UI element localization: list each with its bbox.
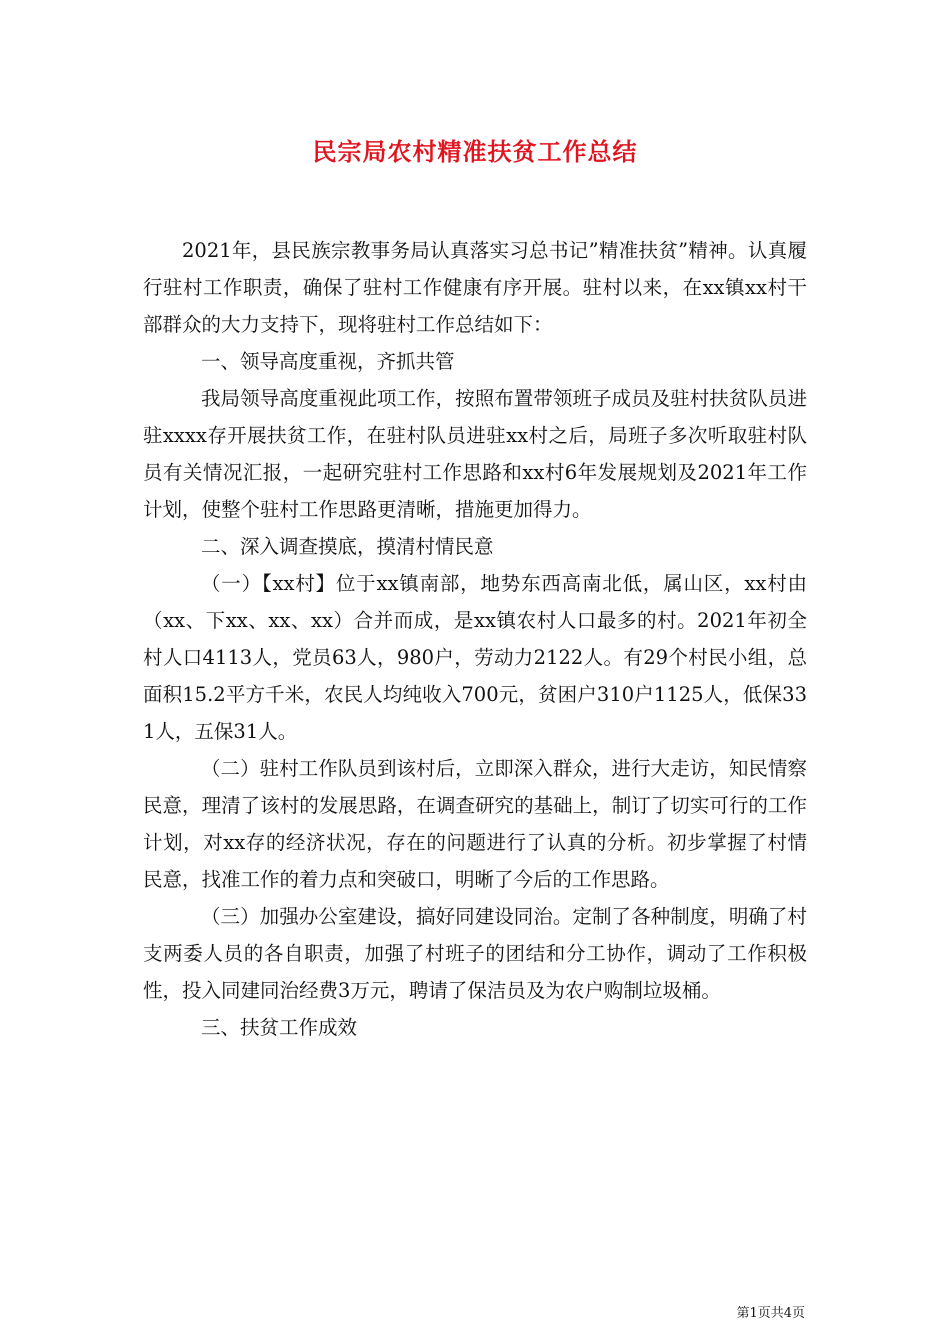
section-2-item-3: （三）加强办公室建设，搞好同建设同治。定制了各种制度，明确了村支两委人员的各自职责，加强了村班子的团结和分工协作，调动了工作积极性，投入同建同治经费3万元，聘请了保洁员及为农户购制垃圾桶。 xyxy=(143,905,807,1002)
intro-paragraph: 2021年，县民族宗教事务局认真落实习总书记”精准扶贫”精神。认真履行驻村工作职责，确保了驻村工作健康有序开展。驻村以来，在xx镇xx村干部群众的大力支持下，现将驻村工作总结如下： xyxy=(143,239,807,336)
section-heading-2: 二、深入调查摸底，摸清村情民意 xyxy=(201,535,494,558)
section-heading-1: 一、领导高度重视，齐抓共管 xyxy=(201,350,455,373)
section-1-paragraph: 我局领导高度重视此项工作，按照布置带领班子成员及驻村扶贫队员进驻xxxx存开展扶贫工作，在驻村队员进驻xx村之后，局班子多次听取驻村队员有关情况汇报，一起研究驻村工作思路和xx村6年发展规划及2021年工作计划，使整个驻村工作思路更清晰，措施更加得力。 xyxy=(143,387,807,521)
section-heading-3: 三、扶贫工作成效 xyxy=(201,1016,358,1039)
document-body xyxy=(143,232,807,1046)
section-2-item-1: （一）【xx村】位于xx镇南部，地势东西高南北低，属山区，xx村由（xx、下xx、xx、xx）合并而成，是xx镇农村人口最多的村。2021年初全村人口4113人，党员63人，980户，劳动力2122人。有29个村民小组，总面积15.2平方千米，农民人均纯收入700元，贫困户310户1125人，低保331人，五保31人。 xyxy=(143,572,807,743)
document-title: 民宗局农村精准扶贫工作总结 xyxy=(312,137,638,166)
page-number: 第1页共4页 xyxy=(736,1306,805,1321)
section-2-item-2: （二）驻村工作队员到该村后，立即深入群众，进行大走访，知民情察民意，理清了该村的发展思路，在调查研究的基础上，制订了切实可行的工作计划，对xx存的经济状况，存在的问题进行了认真的分析。初步掌握了村情民意，找准工作的着力点和突破口，明晰了今后的工作思路。 xyxy=(143,757,807,891)
